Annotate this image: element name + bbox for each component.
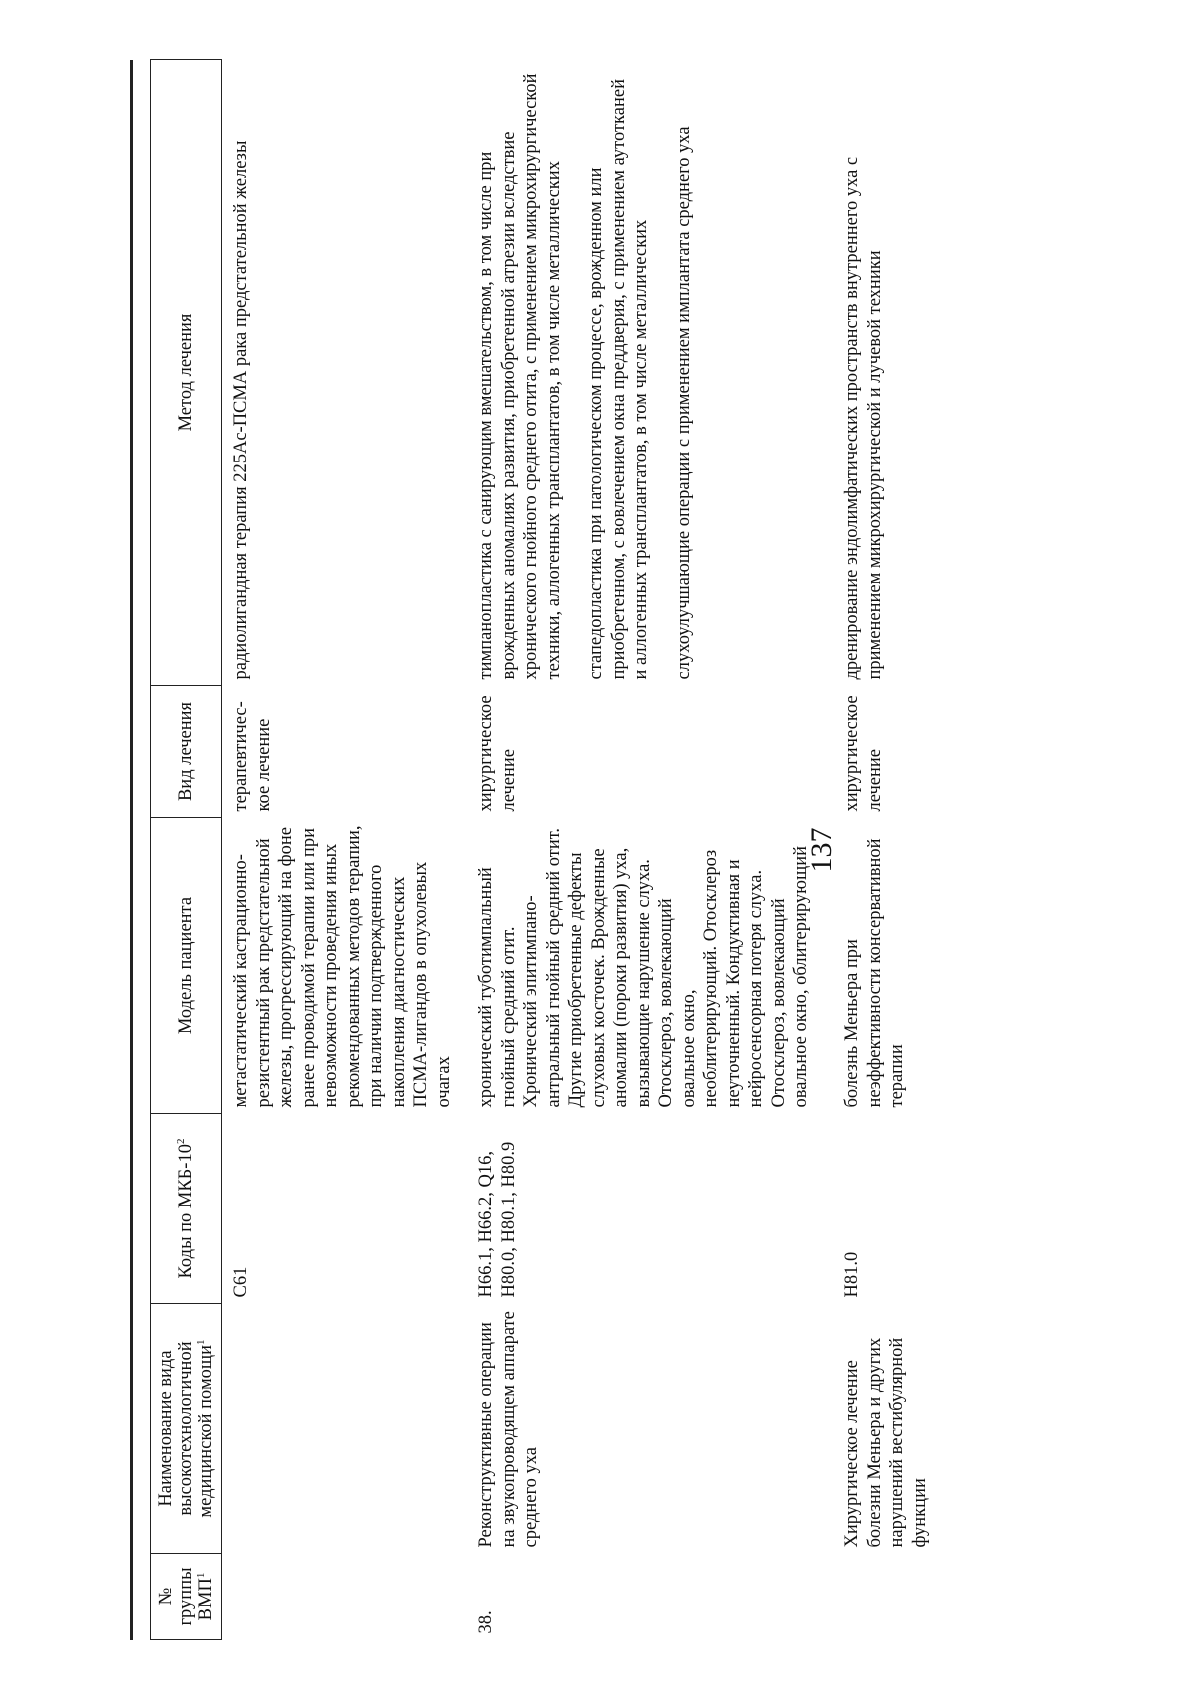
table-header-row (151, 60, 222, 1640)
header-treatment-type: Вид лечения (151, 686, 222, 818)
header-icd-codes: Коды по МКБ-$10^2$ (151, 1114, 222, 1304)
page-number: 137 (805, 827, 838, 873)
cell-name (222, 1304, 468, 1554)
rotated-page (150, 60, 1200, 1640)
cell-methods (467, 60, 833, 686)
table-row (467, 60, 833, 1640)
header-vmp-name: Наименование вида высокотехнологичной медицинской помощи$^1$ (151, 1304, 222, 1554)
cell-codes: C61 (231, 1266, 251, 1298)
cell-number (833, 1554, 1013, 1640)
top-rule (130, 60, 133, 1640)
method-text: радиолигандная терапия 225Ac-ПСМА рака предстательной железы (231, 140, 251, 680)
table-row (222, 60, 468, 1640)
method-text: стапедопластика при патологическом процессе, врожденном или приобретенном, с вовлечением окна преддверия, с применением аутотканей и аллогенных трансплантатов, в том числе металлических (586, 79, 651, 680)
cell-name: Хирургическое лечение болезни Меньера и других нарушений вестибулярной функции (842, 1337, 930, 1548)
cell-methods (222, 60, 468, 686)
method-text: слухоулучшающие операции с применением имплантата среднего уха (673, 126, 694, 680)
header-group-number: № группы ВМП$^1$ (151, 1554, 222, 1640)
cell-codes: H66.1, H66.2, Q16, H80.0, H80.1, H80.9 (476, 1141, 519, 1298)
cell-treatment-type: хирургическое лечение (842, 695, 885, 812)
cell-model: хронический туботимпальный гнойный средний отит. Хронический эпитимпано-антральный гнойный средний отит. Другие приобретенные дефекты слуховых косточек. Врожденные аномалии (пороки развития) уха, вызывающие нарушение слуха. Отосклероз, вовлекающий овальное окно, необлитерирующий. Отосклероз неуточненный. Кондуктивная и нейросенсорная потеря слуха. Отосклероз, вовлекающий овальное окно, облитерирующий (476, 827, 811, 1108)
cell-treatment-type: терапевтичес-кое лечение (231, 701, 274, 812)
cell-number: 38. (476, 1610, 496, 1634)
cell-model: метастатический кастрационно-резистентный рак предстательной железы, прогрессирующий на фоне ранее проводимой терапии или при невозможности проведения иных рекомендованных методов терапии, при наличии подтвержденного накопления диагностических ПСМА-лигандов в опухолевых очагах (231, 825, 454, 1108)
cell-codes: H81.0 (842, 1251, 862, 1298)
vmp-table (150, 59, 1013, 1640)
method-text: дренирование эндолимфатических пространств внутреннего уха с применением микрохирургической и лучевой техники (842, 156, 885, 680)
cell-name: Реконструктивные операции на звукопроводящем аппарате среднего уха (476, 1311, 541, 1548)
cell-model: болезнь Меньера при неэффективности консервативной терапии (842, 838, 907, 1108)
cell-number (222, 1554, 468, 1640)
method-text: тимпанопластика с санирующим вмешательством, в том числе при врожденных аномалиях развития, приобретенной атрезии вследствие хронического гнойного среднего отита, с применением микрохирургической техники, аллогенных трансплантатов, в том числе металлических (476, 73, 564, 680)
header-patient-model: Модель пациента (151, 818, 222, 1114)
cell-treatment-type: хирургическое лечение (476, 695, 519, 812)
header-treatment-method: Метод лечения (151, 60, 222, 686)
table-row (833, 60, 1013, 1640)
cell-methods (833, 60, 1013, 686)
